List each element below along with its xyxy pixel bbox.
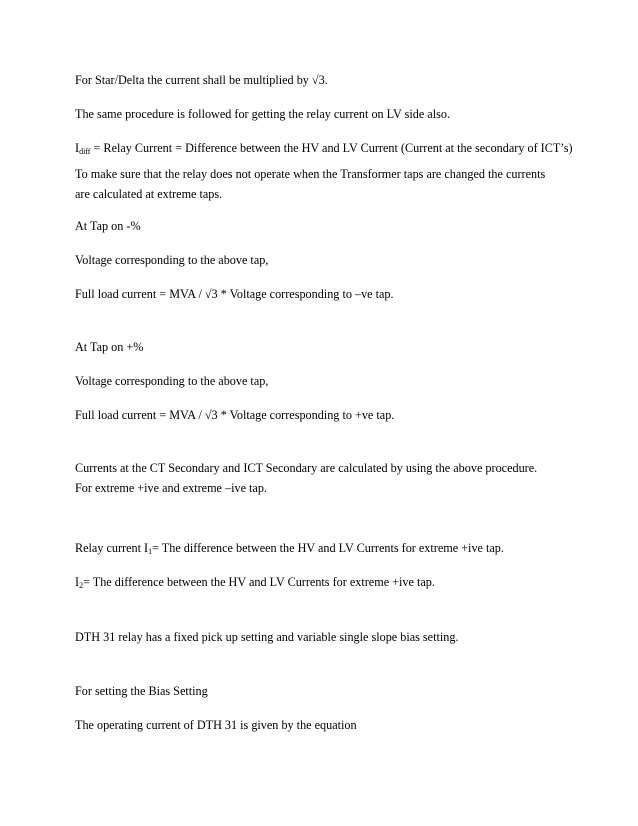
idiff-symbol: I: [75, 141, 80, 155]
i2-text: = The difference between the HV and LV Currents for extreme +ive tap.: [83, 575, 435, 589]
i1-prefix: Relay current: [75, 541, 145, 555]
idiff-definition: [75, 138, 575, 158]
idiff-text: = Relay Current = Difference between the HV and LV Current (Current at the secondary of ICT’s): [90, 141, 573, 155]
tap-plus-heading: At Tap on +%: [75, 340, 144, 354]
i1-subscript: 1: [148, 547, 153, 556]
voltage-minus-tap: Voltage corresponding to the above tap,: [75, 253, 269, 267]
full-load-plus-tap: Full load current = MVA / √3 * Voltage corresponding to +ve tap.: [75, 408, 395, 422]
full-load-minus-tap: Full load current = MVA / √3 * Voltage corresponding to –ve tap.: [75, 287, 394, 301]
i1-text: = The difference between the HV and LV Currents for extreme +ive tap.: [152, 541, 504, 555]
ct-ict-currents-paragraph: Currents at the CT Secondary and ICT Secondary are calculated by using the above procedure. For extreme +ive and extreme –ive tap.: [75, 461, 538, 495]
voltage-plus-tap: Voltage corresponding to the above tap,: [75, 374, 269, 388]
extreme-taps-paragraph: To make sure that the relay does not operate when the Transformer taps are changed the currents are calculated at extreme taps.: [75, 167, 546, 201]
operating-current-note: The operating current of DTH 31 is given by the equation: [75, 718, 357, 732]
star-delta-note: For Star/Delta the current shall be multiplied by √3.: [75, 73, 328, 87]
dth31-setting-note: DTH 31 relay has a fixed pick up setting and variable single slope bias setting.: [75, 630, 459, 644]
i1-symbol: I: [144, 541, 149, 555]
i2-subscript: 2: [79, 581, 84, 590]
lv-procedure-note: The same procedure is followed for getting the relay current on LV side also.: [75, 107, 450, 121]
i2-symbol: I: [75, 575, 80, 589]
tap-minus-heading: At Tap on -%: [75, 219, 141, 233]
idiff-subscript: diff: [79, 147, 91, 156]
relay-current-i1: [75, 538, 575, 558]
bias-setting-heading: For setting the Bias Setting: [75, 684, 208, 698]
relay-current-i2: [75, 572, 575, 592]
